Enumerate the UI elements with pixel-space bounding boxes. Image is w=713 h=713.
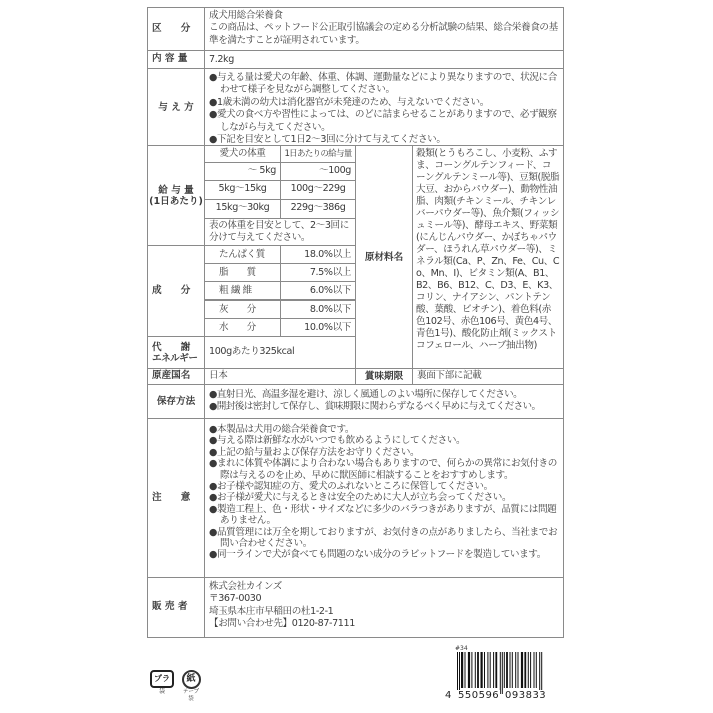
analysis-nutrient: 脂 質 xyxy=(204,263,281,282)
energy-value: 100gあたり325kcal xyxy=(204,336,356,369)
label-text: 販 売 者 xyxy=(152,601,188,613)
barcode-bar xyxy=(475,652,476,688)
amount-note: 表の体重を目安として、2～3回に分けて与えてください。 xyxy=(204,218,356,246)
recycle-circle-icon xyxy=(182,670,201,689)
amount-weight: ～ 5kg xyxy=(204,162,281,181)
paper-text: 紙 xyxy=(186,674,196,684)
amount-header-grams: 1日あたりの給与量 xyxy=(280,145,356,163)
plastic-recycle-mark xyxy=(150,670,174,696)
barcode-bar xyxy=(521,652,523,688)
analysis-value: 18.0%以上 xyxy=(280,245,356,264)
barcode-bar xyxy=(524,652,526,688)
expiry-label xyxy=(355,368,413,385)
recycle-arrows-icon xyxy=(150,670,174,688)
analysis-nutrient: 水 分 xyxy=(204,318,281,337)
barcode-bar xyxy=(468,652,470,688)
bullet-item: ●上記の給与量および保存方法をお守りください。 xyxy=(209,446,420,458)
amount-grams: ～100g xyxy=(280,162,356,181)
pla-text: プラ xyxy=(154,674,170,683)
seller-line: 〒367-0030 xyxy=(209,593,262,605)
category-label xyxy=(147,7,205,51)
analysis-value: 6.0%以下 xyxy=(280,281,356,300)
barcode-bar xyxy=(457,652,458,694)
label-text: 内 容 量 xyxy=(152,53,188,65)
analysis-value: 10.0%以下 xyxy=(280,318,356,337)
barcode-bar xyxy=(518,652,519,688)
label-text: 原産国名 xyxy=(152,370,191,382)
seller-line: 埼玉県本庄市早稲田の杜1-2-1 xyxy=(209,605,334,617)
energy-label xyxy=(147,336,205,369)
barcode-digits-left: 550596 xyxy=(458,690,500,701)
bullet-item: ●1歳未満の幼犬は消化器官が未発達のため、与えないでください。 xyxy=(209,96,489,108)
barcode-bar xyxy=(495,652,497,688)
seller-line: 株式会社カインズ xyxy=(209,581,282,592)
bullet-item: ●品質管理には万全を期しておりますが、お気付きの点がありましたら、当社までお問い合わせください。 xyxy=(209,526,558,550)
origin-value: 日本 xyxy=(204,368,356,385)
barcode-bar xyxy=(534,652,535,688)
barcode-bar xyxy=(490,652,491,688)
seller-line: 【お問い合わせ先】0120-87-7111 xyxy=(209,618,355,630)
bullet-item: ●与える際は新鮮な水がいつでも飲めるようにしてください。 xyxy=(209,435,466,447)
barcode-bar xyxy=(541,652,542,694)
content-label xyxy=(147,50,205,69)
ingredients-value: 穀類(とうもろこし、小麦粉、ふすま、コーングルテンフィード、コーングルテンミール等)、豆類(脱脂大豆、おからパウダー)、動物性油脂、肉類(チキンミール、チキンレバーパウダー等)、魚介類(フィッシュミール等)、酵母エキス、野菜類(にんじんパウダー、かぼちゃパウダー、ほうれん草パウダー等)、ミネラル類(Ca、P、Zn、Fe、Cu、Co、Mn、I)、ビタミン類(A、B1、B2、B6、B12、C、D3、E、K3、コリン、ナイアシン、パントテン酸、葉酸、ビオチン)、着色料(赤色102号、赤色106号、黄色4号、青色1号)、酸化防止剤(ミックストコフェロール、ハーブ抽出物) xyxy=(412,145,564,369)
barcode-bar xyxy=(502,652,503,694)
analysis-nutrient: たんぱく質 xyxy=(204,245,281,264)
caution-label xyxy=(147,418,205,578)
label-text: 成 分 xyxy=(152,284,191,296)
barcode-bar xyxy=(493,652,494,688)
barcode-bars xyxy=(455,652,555,694)
amount-grams: 100g～229g xyxy=(280,180,356,200)
barcode-bar xyxy=(530,652,531,688)
paper-caption: 袋 xyxy=(188,696,194,702)
label-text: 注 意 xyxy=(152,491,191,503)
seller-info xyxy=(204,577,564,638)
bullet-item: ●お子様や認知症の方、愛犬のふれないところに保管してください。 xyxy=(209,481,493,493)
caution-list xyxy=(204,418,564,578)
amount-weight: 5kg～15kg xyxy=(204,180,281,200)
barcode-bar xyxy=(510,652,511,688)
barcode-bar xyxy=(481,652,483,688)
expiry-value: 裏面下部に記載 xyxy=(412,368,564,385)
barcode-bar xyxy=(459,652,460,694)
storage-label xyxy=(147,384,205,419)
barcode-bar xyxy=(477,652,479,688)
amount-header-weight: 愛犬の体重 xyxy=(204,145,281,163)
paper-recycle-mark xyxy=(180,670,202,703)
barcode-tag: #34 xyxy=(455,645,468,652)
label-text: エネルギー xyxy=(152,352,198,364)
bullet-item: ●本製品は犬用の総合栄養食です。 xyxy=(209,424,355,435)
storage-instructions xyxy=(204,384,564,419)
barcode-digit-first: 4 xyxy=(445,690,452,701)
barcode-bar xyxy=(506,652,508,688)
category-line: 成犬用総合栄養食 xyxy=(209,10,283,21)
feeding-label xyxy=(147,68,205,146)
category-line: この商品は、ペットフード公正取引協議会の定める分析試験の結果、総合栄養食の基準を満たすことが証明されています。 xyxy=(209,22,558,46)
bullet-item: ●お子様が愛犬に与えるときは安全のために大人が立ち会ってください。 xyxy=(209,492,512,504)
bullet-item: ●まれに体質や体調により合わない場合もありますので、何らかの異常にお気付きの際は与えるのを止め、早めに獣医師に相談することをおすすめします。 xyxy=(209,458,557,481)
seller-label xyxy=(147,577,205,638)
label-text: 賞味期限 xyxy=(364,371,404,382)
bullet-item: ●直射日光、高温多湿を避け、涼しく風通しのよい場所に保存してください。 xyxy=(209,389,523,400)
label-text: 原材料名 xyxy=(364,251,404,263)
barcode-bar xyxy=(461,652,463,688)
amount-weight: 15kg～30kg xyxy=(204,199,281,219)
ingredients-label xyxy=(355,145,413,369)
paper-caption: テープ xyxy=(182,689,200,695)
barcode-bar xyxy=(512,652,513,688)
analysis-nutrient: 灰 分 xyxy=(204,300,281,319)
bullet-item: ●愛犬の食べ方や習性によっては、のどに詰まらせることがありますので、必ず観察しながら与えてください。 xyxy=(209,109,557,133)
category-value xyxy=(204,7,564,51)
label-text: 給 与 量 xyxy=(158,184,194,196)
origin-label xyxy=(147,368,205,385)
barcode-bar xyxy=(515,652,516,688)
bullet-item: ●製造工程上、色・形状・サイズなどに多少のバラつきがありますが、品質には問題ありません。 xyxy=(209,503,557,527)
feeding-instructions xyxy=(204,68,564,146)
content-value: 7.2kg xyxy=(204,50,564,69)
label-subtext: (1日あたり) xyxy=(149,195,203,207)
barcode-digits-right: 093833 xyxy=(505,690,547,701)
amount-label xyxy=(147,145,205,246)
barcode-bar xyxy=(528,652,529,688)
barcode-bar xyxy=(500,652,501,694)
barcode-bar xyxy=(536,652,537,688)
label-text: 与 え 方 xyxy=(158,101,194,113)
barcode-bar xyxy=(539,652,540,694)
analysis-value: 7.5%以上 xyxy=(280,263,356,282)
bullet-item: ●同一ラインで犬が食べても問題のない成分のラビットフードを製造しています。 xyxy=(209,549,546,561)
label-text: 保存方法 xyxy=(156,396,196,407)
bullet-item: ●開封後は密封して保存し、賞味期限に関わらずなるべく早めに与えてください。 xyxy=(209,401,541,413)
barcode-bar xyxy=(484,652,485,688)
analysis-nutrient: 粗 繊 維 xyxy=(204,281,281,300)
amount-grams: 229g～386g xyxy=(280,199,356,219)
label-text: 代 謝 xyxy=(152,341,191,353)
barcode-bar xyxy=(465,652,466,688)
analysis-value: 8.0%以下 xyxy=(280,300,356,319)
label-text: 区 分 xyxy=(152,22,191,34)
barcode-bar xyxy=(504,652,505,688)
barcode-bar xyxy=(471,652,472,688)
barcode-bar xyxy=(487,652,488,688)
pla-caption: 袋 xyxy=(158,688,165,695)
analysis-label xyxy=(147,245,205,337)
bullet-item: ●下記を目安として1日2～3回に分けて与えてください。 xyxy=(209,134,446,146)
bullet-item: ●与える量は愛犬の年齢、体重、体調、運動量などにより異なりますので、状況に合わせて様子を見ながら調整してください。 xyxy=(209,72,557,96)
